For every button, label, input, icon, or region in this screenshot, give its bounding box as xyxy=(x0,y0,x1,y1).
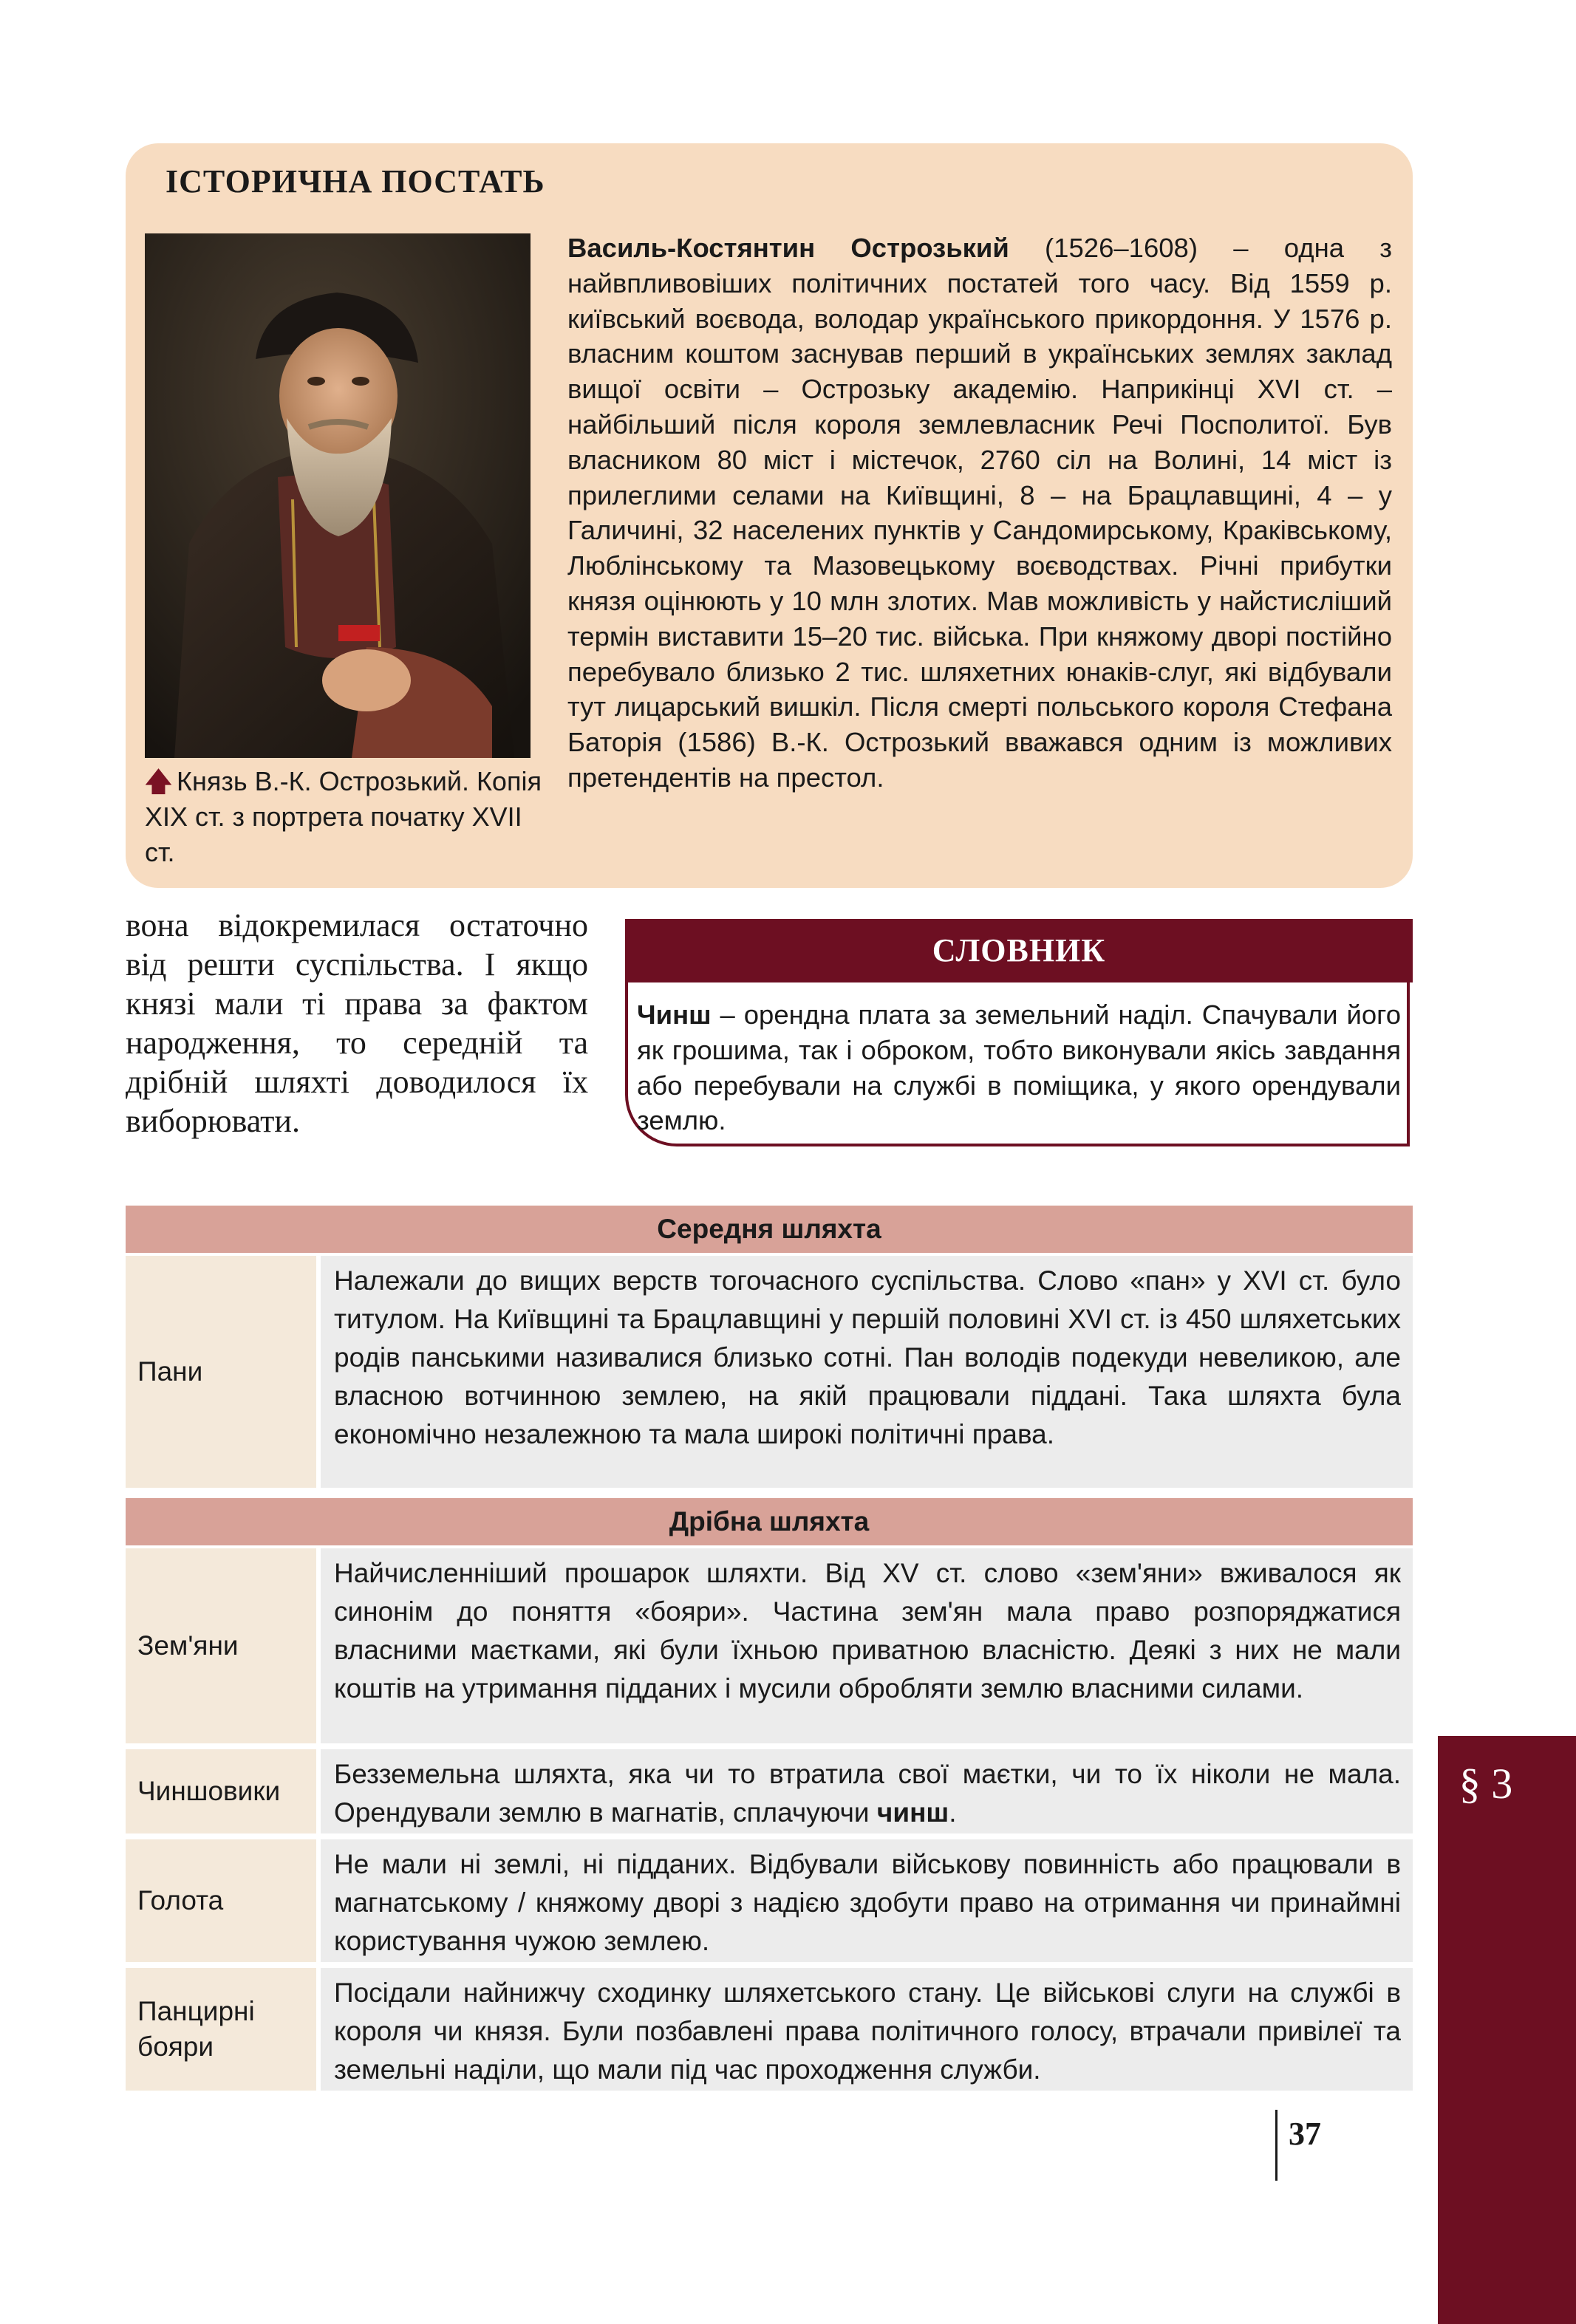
table-row-definition: Не мали ні землі, ні підданих. Відбували військову повинність або працювали в магнатському / княжому дворі з надією здобути право на отримання чи принаймні користування чужою землею. xyxy=(321,1839,1413,1962)
table-row-term: Голота xyxy=(126,1839,316,1962)
page-number-divider xyxy=(1275,2110,1277,2181)
biography-name: Василь-Костянтин Острозький xyxy=(567,233,1009,263)
table-row-definition: Посідали найнижчу сходинку шляхетського стану. Це військові слуги на службі в короля чи князя. Були позбавлені права політичного голосу, втрачали привілеї та земельні наділи, що мали під час проходження служби. xyxy=(321,1968,1413,2091)
definition-text-end: . xyxy=(949,1797,957,1828)
table-section-header: Дрібна шляхта xyxy=(126,1498,1413,1545)
table-row-definition: Найчисленніший прошарок шляхти. Від XV ст. слово «зем'яни» вживалося як синонім до поняття «бояри». Частина зем'ян мала право розпоряджатися власними маєтками, які були їхньою приватною власністю. Деякі з них не мали коштів на утримання підданих і мусили обробляти землю власними силами. xyxy=(321,1548,1413,1743)
table-row-definition xyxy=(321,1749,1413,1833)
arrow-up-icon: 🡅 xyxy=(145,766,173,796)
glossary-title: СЛОВНИК xyxy=(625,919,1413,982)
definition-text: Безземельна шляхта, яка чи то втратила свої маєтки, чи то їх ніколи не мала. Орендували землю в магнатів, сплачуючи xyxy=(334,1759,1401,1828)
portrait-image xyxy=(145,233,531,758)
glossary-entry xyxy=(637,997,1401,1138)
biography-body: (1526–1608) – одна з найвпливовіших політичних постатей того часу. Від 1559 р. київський воєвода, володар українського прикордоння. У 1576 р. власним коштом заснував перший в українських землях заклад вищої освіти – Острозьку академію. Наприкінці XVI ст. – найбільший після короля землевласник Речі Посполитої. Був власником 80 міст і містечок, 2760 сіл на Волині, 14 міст із прилеглими селами на Київщині, 8 – на Брацлавщині, 4 – у Галичині, 32 населених пунктів у Сандомирському, Краківському, Люблінському та Мазовецькому воєводствах. Річні прибутки князя оцінюють у 10 млн злотих. Мав можливість у найстисліший термін виставити 15–20 тис. війська. При княжому дворі постійно перебувало близько 2 тис. шляхетних юнаків-слуг, які відбували тут лицарський вишкіл. Після смерті польського короля Стефана Баторія (1586) В.-К. Острозький вважався одним із можливих претендентів на престол. xyxy=(567,233,1392,793)
historical-figure-heading: ІСТОРИЧНА ПОСТАТЬ xyxy=(166,163,545,199)
body-paragraph: вона відокремилася остаточно від решти суспільства. І якщо князі мали ті права за фактом народження, то середній та дрібній шляхті доводилося їх виборювати. xyxy=(126,907,588,1139)
glossary-term: Чинш xyxy=(637,999,712,1030)
table-row-term: Чиншовики xyxy=(126,1749,316,1833)
table-section-header: Середня шляхта xyxy=(126,1206,1413,1253)
biography-text xyxy=(567,230,1392,796)
table-row-term: Пани xyxy=(126,1256,316,1488)
glossary-definition: – орендна плата за земельний наділ. Спачували його як грошима, так і оброком, тобто виконували якісь завдання або перебували на службі в поміщика, у якого орендували землю. xyxy=(637,999,1401,1136)
portrait-caption-text: Князь В.-К. Острозький. Копія XIX ст. з портрета початку XVII ст. xyxy=(145,766,542,867)
table-row-term: Панцирні бояри xyxy=(126,1968,316,2091)
section-label: § 3 xyxy=(1459,1760,1513,1808)
table-row-term: Зем'яни xyxy=(126,1548,316,1743)
portrait-caption xyxy=(145,764,544,870)
section-tab xyxy=(1438,1736,1576,2324)
definition-term-bold: чинш xyxy=(876,1797,949,1828)
page-number: 37 xyxy=(1289,2116,1321,2152)
table-row-definition: Належали до вищих верств тогочасного суспільства. Слово «пан» у XVI ст. було титулом. На Київщині та Брацлавщині у першій половині XVI ст. із 450 шляхетських родів панськими називалися близько сотні. Пан володів подекуди невеликою, але власною вотчинною землею, на якій працювали піддані. Така шляхта була економічно незалежною та мала широкі політичні права. xyxy=(321,1256,1413,1488)
